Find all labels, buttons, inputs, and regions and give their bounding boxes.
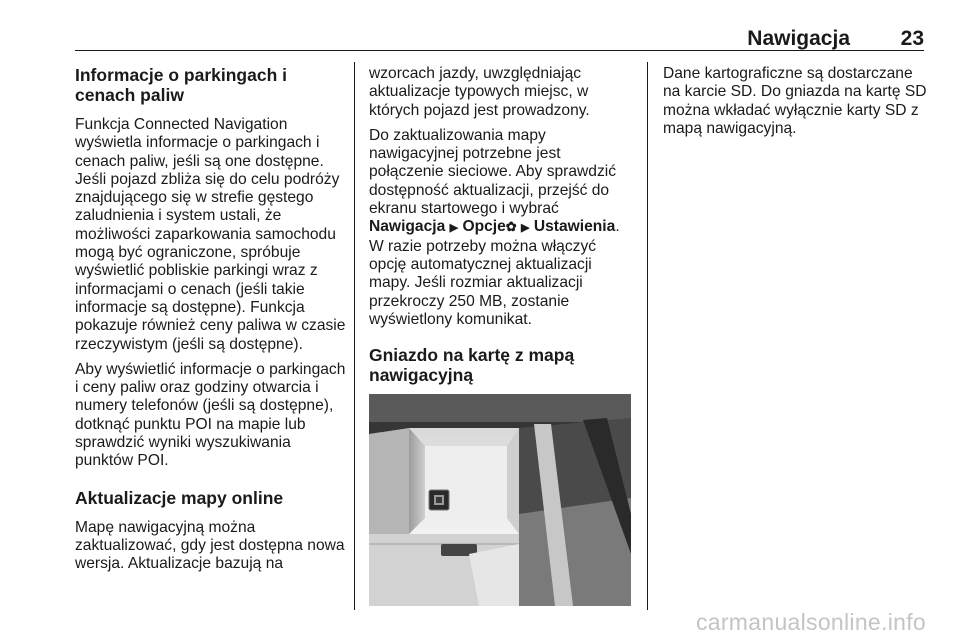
- column-3: [663, 65, 928, 145]
- column-1: [75, 65, 348, 581]
- column-divider-2: [647, 62, 648, 610]
- update-intro-text: Do zaktualizowania mapy nawigacyjnej potrzebne jest połączenie sieciowe. Aby sprawdzić dostępność aktualizacji, przejść do ekranu startowego i wybrać: [369, 126, 617, 218]
- heading-parking-fuel: Informacje o parkingach i cenach paliw: [75, 65, 287, 105]
- header-rule: [75, 50, 924, 51]
- column-2: [369, 65, 634, 606]
- page-header: [0, 0, 960, 60]
- menu-path: [369, 218, 615, 235]
- paragraph-map-update: Mapę nawigacyjną można zaktualizować, gdy jest dostępna nowa wersja. Aktualizacje bazują na: [75, 518, 345, 573]
- gear-icon: ✿: [505, 219, 517, 235]
- paragraph-connected-navigation: Funkcja Connected Navigation wyświetla informacje o parkingach i cenach paliw, jeśli są one dostępne. Jeśli pojazd zbliża się do celu podróży znajdującego się w strefie gęstego zaludnienia i system ustali, że możliwości zaparkowania samochodu mogą być ograniczone, spróbuje wyświetlić pobliskie parkingi wraz z informacjami o cenach (jeśli takie informacje są dostępne). Funkcja pokazuje również ceny paliwa w czasie rzeczywistym (jeśli są dostępne).: [75, 116, 346, 353]
- update-outro-text: . W razie potrzeby można włączyć opcję automatycznej aktualizacji mapy. Jeśli rozmiar aktualizacji przekroczy 250 MB, zostanie wyświetlony komunikat.: [369, 218, 620, 328]
- paragraph-sd-card: Dane kartograficzne są dostarczane na karcie SD. Do gniazda na kartę SD można wkładać wyłącznie karty SD z mapą nawigacyjną.: [663, 65, 927, 137]
- paragraph-poi-info: Aby wyświetlić informacje o parkingach i ceny paliw oraz godziny otwarcia i numery telefonów (jeśli są dostępne), dotknąć punktu POI na mapie lub sprawdzić wyniki wyszukiwania punktów POI.: [75, 360, 346, 470]
- arrow-right-icon: ▶: [521, 222, 530, 235]
- heading-sd-card-slot: Gniazdo na kartę z mapą nawigacyjną: [369, 345, 575, 386]
- watermark: carmanualsonline.info: [695, 609, 926, 635]
- heading-online-map-updates: Aktualizacje mapy online: [75, 487, 284, 508]
- menu-item-settings: Ustawienia: [533, 218, 616, 236]
- sd-slot-photo: [369, 394, 631, 606]
- paragraph-update-instructions: [369, 127, 634, 329]
- column-divider-1: [354, 62, 355, 610]
- menu-item-navigation: Nawigacja: [369, 218, 446, 236]
- chapter-title: Nawigacja: [747, 27, 850, 50]
- paragraph-driving-patterns: wzorcach jazdy, uwzględniając aktualizacje typowych miejsc, w których pojazd jest prowadzony.: [369, 65, 590, 119]
- menu-item-options: Opcje: [462, 218, 506, 236]
- page-number: 23: [900, 27, 924, 50]
- arrow-right-icon: ▶: [449, 222, 459, 235]
